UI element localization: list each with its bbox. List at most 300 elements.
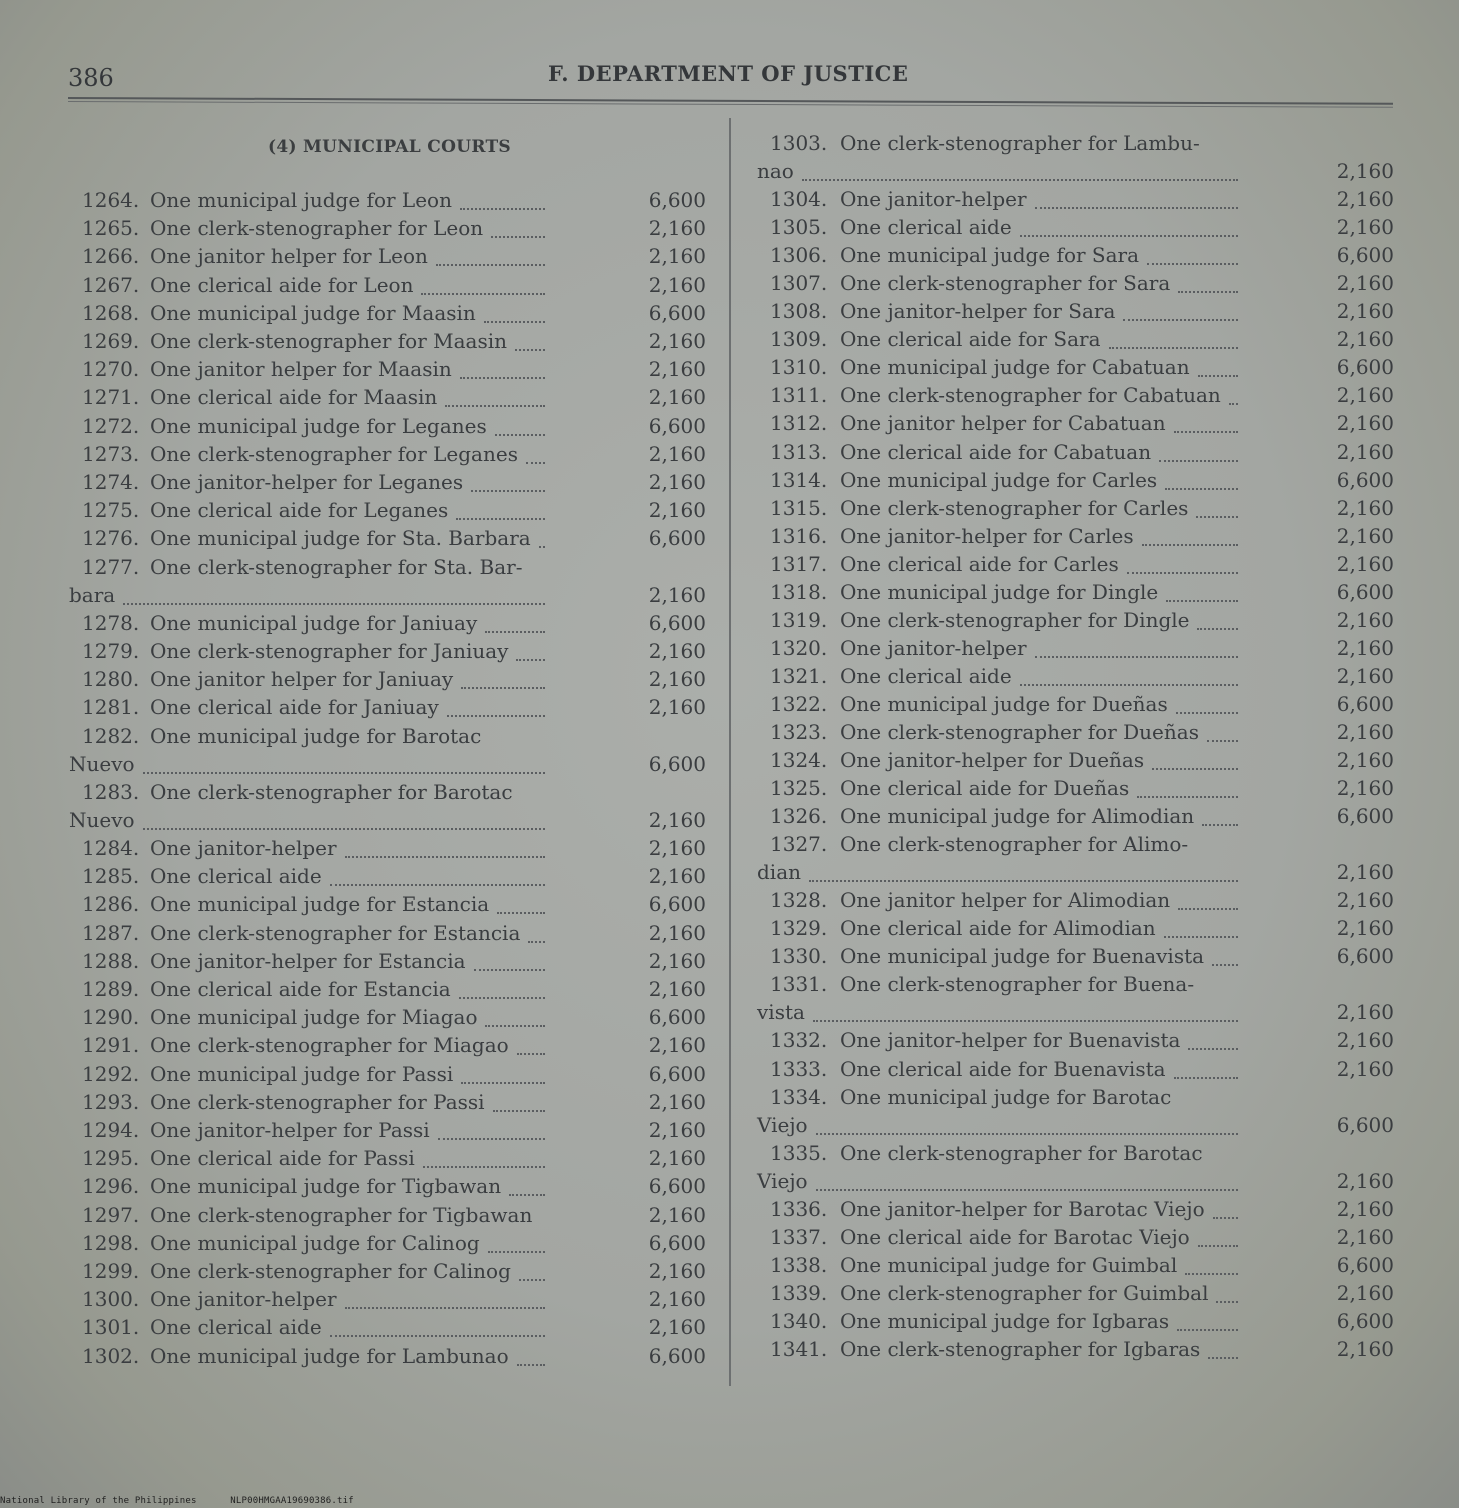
entry-amount: 2,160 (1336, 383, 1394, 408)
entry-description: One janitor-helper (150, 836, 337, 860)
ledger-entry (770, 1197, 1394, 1223)
entry-amount: 2,160 (1336, 159, 1394, 183)
entry-amount: 2,160 (648, 1033, 706, 1058)
entry-description: One clerk-stenographer for Calinog (150, 1259, 511, 1283)
ledger-entry (82, 1315, 706, 1341)
ledger-entry (770, 524, 1394, 550)
dot-leader (1213, 1217, 1238, 1219)
entry-amount: 6,600 (648, 610, 706, 635)
entry-description: One janitor-helper for Leganes (150, 470, 464, 494)
dot-leader (516, 659, 545, 661)
entry-amount: 6,600 (648, 1005, 706, 1030)
entry-number: 1307. (770, 271, 828, 296)
entry-amount: 2,160 (1336, 1280, 1394, 1305)
entry-description: One municipal judge for Leganes (150, 413, 487, 438)
entry-amount: 2,160 (1336, 1224, 1394, 1249)
entry-amount: 6,600 (1336, 1252, 1394, 1277)
entry-description: One clerical aide for Dueñas (840, 776, 1130, 801)
entry-number: 1294. (82, 1118, 140, 1142)
entry-amount: 2,160 (1336, 299, 1394, 324)
ledger-entry (770, 215, 1394, 241)
entry-amount: 2,160 (1336, 523, 1394, 548)
dot-leader (493, 1110, 545, 1112)
entry-amount: 6,600 (648, 1174, 706, 1199)
entry-description: One municipal judge for Barotac (150, 723, 482, 748)
entry-number: 1333. (770, 1056, 828, 1081)
entry-description: One clerical aide for Cabatuan (840, 439, 1152, 464)
dot-leader (1109, 347, 1238, 349)
dot-leader (330, 884, 545, 886)
entry-number: 1319. (770, 607, 828, 632)
entry-amount: 2,160 (1336, 916, 1394, 941)
entry-number: 1313. (770, 439, 828, 464)
entry-amount: 6,600 (648, 1343, 706, 1368)
entry-description: One clerk-stenographer for Alimo- (840, 832, 1189, 857)
entry-number: 1323. (770, 720, 828, 744)
ledger-entry (82, 921, 706, 947)
entry-amount: 2,160 (648, 807, 706, 832)
entry-description: One clerk-stenographer for Estancia (150, 920, 521, 945)
dot-leader (491, 236, 545, 238)
entry-description: One janitor helper for Cabatuan (840, 411, 1166, 436)
ledger-entry (770, 692, 1394, 718)
entry-number: 1287. (82, 920, 140, 945)
ledger-entry (770, 888, 1394, 914)
entry-amount: 2,160 (1336, 271, 1394, 296)
entry-amount: 2,160 (1336, 495, 1394, 520)
ledger-entry (69, 554, 706, 611)
ledger-entry (82, 892, 706, 918)
entry-description: One clerical aide (840, 215, 1012, 240)
entry-description: One municipal judge for Sara (840, 243, 1140, 268)
dot-leader (1123, 319, 1238, 321)
entry-amount: 2,160 (648, 244, 706, 269)
entry-amount: 2,160 (648, 639, 706, 663)
entry-number: 1297. (82, 1202, 140, 1227)
ledger-entry (82, 1146, 706, 1172)
dot-leader (1035, 656, 1238, 658)
ledger-entry (82, 611, 706, 637)
footer-file: NLP00HMGAA19690386.tif (230, 1496, 354, 1506)
entry-amount: 2,160 (648, 1146, 706, 1171)
ledger-entry (770, 1057, 1394, 1083)
entry-amount: 2,160 (648, 1315, 706, 1340)
entry-amount: 2,160 (1336, 411, 1394, 436)
entry-description: One clerical aide for Alimodian (840, 916, 1156, 941)
ledger-entry (770, 440, 1394, 466)
dot-leader (460, 208, 545, 210)
entry-number: 1322. (770, 691, 828, 716)
column-divider (729, 118, 731, 1386)
ledger-entry (82, 329, 706, 355)
dot-leader (495, 434, 545, 436)
dot-leader (1208, 1357, 1238, 1359)
ledger-entry (82, 273, 706, 299)
ledger-entry (69, 779, 706, 836)
entry-number: 1332. (770, 1028, 828, 1053)
dot-leader (1035, 207, 1238, 209)
entry-description: One municipal judge for Tigbawan (150, 1174, 502, 1199)
entry-number: 1299. (82, 1259, 140, 1283)
entry-number: 1269. (82, 329, 140, 353)
entry-number: 1279. (82, 639, 140, 663)
entry-amount: 2,160 (1336, 439, 1394, 464)
entry-description: One clerk-stenographer for Carles (840, 495, 1189, 520)
ledger-entry (82, 414, 706, 440)
entry-number: 1296. (82, 1174, 140, 1199)
dot-leader (459, 997, 545, 999)
entry-amount: 2,160 (1336, 187, 1394, 212)
ledger-entry (770, 580, 1394, 606)
dot-leader (485, 1025, 545, 1027)
entry-amount: 2,160 (1336, 327, 1394, 352)
ledger-entry (82, 442, 706, 468)
entry-description: One clerk-stenographer for Barotac (150, 779, 513, 804)
entry-number: 1329. (770, 916, 828, 941)
entry-description: One janitor-helper (150, 1287, 337, 1312)
entry-number: 1298. (82, 1230, 140, 1255)
entry-amount: 2,160 (1336, 888, 1394, 913)
dot-leader (509, 1194, 545, 1196)
entry-number: 1295. (82, 1146, 140, 1171)
entry-description: One janitor helper for Leon (150, 244, 428, 269)
ledger-entry (770, 552, 1394, 578)
entry-number: 1317. (770, 551, 828, 576)
dot-leader (1229, 403, 1238, 405)
ledger-entry (770, 1309, 1394, 1335)
ledger-entry (770, 608, 1394, 634)
entry-description: One janitor helper for Alimodian (840, 888, 1171, 913)
dot-leader (1178, 291, 1238, 293)
entry-amount: 6,600 (1336, 355, 1394, 380)
entry-description: One clerical aide for Maasin (150, 385, 438, 410)
dot-leader (515, 349, 545, 351)
dot-leader (456, 518, 545, 520)
entry-number: 1268. (82, 300, 140, 325)
dot-leader (1216, 1301, 1238, 1303)
dot-leader (1176, 712, 1238, 714)
entry-description: One clerical aide for Leganes (150, 498, 449, 523)
entry-number: 1327. (770, 832, 828, 857)
entry-description-continued: Viejo (757, 1168, 808, 1193)
dot-leader (1164, 936, 1238, 938)
ledger-entry (82, 836, 706, 862)
entry-amount: 2,160 (1336, 1056, 1394, 1081)
dot-leader (813, 1020, 1238, 1022)
ledger-entry (757, 131, 1394, 187)
ledger-entry (82, 1033, 706, 1059)
ledger-entry (770, 496, 1394, 522)
dot-leader (1185, 1273, 1238, 1275)
page-title: F. DEPARTMENT OF JUSTICE (548, 61, 909, 86)
entry-description: One clerical aide for Sara (840, 327, 1101, 352)
entry-number: 1303. (770, 131, 828, 155)
entry-amount: 6,600 (1336, 804, 1394, 829)
entry-description: One municipal judge for Maasin (150, 300, 476, 325)
entry-number: 1326. (770, 804, 828, 829)
entry-amount: 2,160 (648, 695, 706, 720)
entry-amount: 6,600 (1336, 579, 1394, 604)
entry-description: One clerical aide (150, 864, 322, 889)
entry-amount: 2,160 (648, 977, 706, 1001)
entry-amount: 2,160 (648, 385, 706, 410)
footer (0, 1496, 382, 1506)
dot-leader (445, 405, 545, 407)
dot-leader (517, 1053, 545, 1055)
section-heading: (4) MUNICIPAL COURTS (268, 137, 511, 157)
entry-amount: 2,160 (1336, 1336, 1394, 1361)
entry-description-continued: bara (69, 582, 116, 607)
ledger-entry (770, 299, 1394, 325)
entry-number: 1314. (770, 467, 828, 492)
entry-number: 1304. (770, 187, 828, 212)
ledger-entry (770, 383, 1394, 409)
dot-leader (447, 715, 545, 717)
entry-number: 1271. (82, 385, 140, 410)
entry-number: 1283. (82, 779, 140, 804)
entry-amount: 2,160 (648, 470, 706, 494)
entry-description: One clerk-stenographer for Dingle (840, 607, 1190, 632)
ledger-entry (82, 864, 706, 890)
entry-description: One janitor-helper (840, 635, 1027, 660)
entry-description: One clerical aide for Buenavista (840, 1056, 1166, 1081)
ledger-entry (757, 832, 1394, 888)
dot-leader (517, 1364, 545, 1366)
dot-leader (1174, 1077, 1238, 1079)
ledger-entry (69, 723, 706, 780)
entry-description: One municipal judge for Carles (840, 467, 1158, 492)
entry-amount: 2,160 (1336, 860, 1394, 885)
ledger-entry (82, 977, 706, 1003)
entry-description: One municipal judge for Guimbal (840, 1252, 1178, 1277)
entry-amount: 6,600 (1336, 1308, 1394, 1333)
entry-description: One municipal judge for Alimodian (840, 804, 1195, 829)
dot-leader (345, 1307, 545, 1309)
entry-number: 1282. (82, 723, 140, 748)
entry-description: One clerical aide for Passi (150, 1146, 415, 1171)
entry-number: 1339. (770, 1280, 828, 1305)
ledger-entry (82, 498, 706, 524)
entry-number: 1290. (82, 1005, 140, 1030)
dot-leader (1020, 684, 1238, 686)
entry-number: 1334. (770, 1084, 828, 1109)
entry-description: One clerk-stenographer for Miagao (150, 1033, 509, 1058)
entry-description-continued: nao (757, 159, 794, 183)
ledger-entry (770, 1253, 1394, 1279)
dot-leader (539, 546, 545, 548)
dot-leader (461, 687, 545, 689)
entry-amount: 2,160 (1336, 776, 1394, 801)
dot-leader (1165, 488, 1238, 490)
dot-leader (471, 490, 545, 492)
entry-number: 1288. (82, 948, 140, 973)
entry-number: 1337. (770, 1224, 828, 1249)
entry-description: One municipal judge for Lambunao (150, 1343, 509, 1368)
ledger-entry (770, 748, 1394, 774)
entry-number: 1335. (770, 1140, 828, 1165)
ledger-entry (82, 1203, 706, 1229)
entry-description: One clerk-stenographer for Passi (150, 1089, 485, 1114)
ledger-entry (770, 271, 1394, 297)
ledger-entry (770, 468, 1394, 494)
ledger-entry (82, 1174, 706, 1200)
entry-description: One clerk-stenographer for Barotac (840, 1140, 1203, 1165)
dot-leader (1147, 263, 1238, 265)
dot-leader (1178, 908, 1238, 910)
entry-amount: 2,160 (1336, 635, 1394, 660)
dot-leader (488, 1251, 545, 1253)
entry-description: One janitor-helper for Passi (150, 1118, 430, 1142)
dot-leader (460, 377, 545, 379)
entry-amount: 2,160 (1336, 720, 1394, 744)
entry-description: One municipal judge for Dingle (840, 579, 1159, 604)
ledger-entry (770, 1281, 1394, 1307)
entry-number: 1325. (770, 776, 828, 801)
dot-leader (143, 772, 545, 774)
entry-number: 1267. (82, 272, 140, 297)
entry-number: 1341. (770, 1336, 828, 1361)
ledger-entry (82, 216, 706, 242)
entry-number: 1302. (82, 1343, 140, 1368)
entry-description: One municipal judge for Miagao (150, 1005, 478, 1030)
entry-amount: 2,160 (648, 864, 706, 889)
entry-number: 1274. (82, 470, 140, 494)
entry-number: 1310. (770, 355, 828, 380)
dot-leader (1177, 1329, 1238, 1331)
dot-leader (143, 828, 545, 830)
entry-number: 1291. (82, 1033, 140, 1058)
page-number: 386 (68, 64, 114, 92)
entry-description: One janitor-helper for Carles (840, 523, 1134, 548)
entry-number: 1320. (770, 635, 828, 660)
ledger-entry (770, 636, 1394, 662)
entry-description-continued: Nuevo (69, 751, 135, 776)
entry-number: 1275. (82, 498, 140, 523)
dot-leader (461, 1082, 545, 1084)
entry-amount: 6,600 (1336, 1112, 1394, 1137)
entry-description: One janitor-helper for Sara (840, 299, 1116, 324)
entry-number: 1309. (770, 327, 828, 352)
entry-number: 1277. (82, 554, 140, 579)
entry-description: One municipal judge for Buenavista (840, 944, 1205, 969)
entry-description: One clerk-stenographer for Leon (150, 216, 484, 241)
entry-description: One municipal judge for Barotac (840, 1084, 1172, 1109)
entry-number: 1340. (770, 1308, 828, 1333)
entry-description: One municipal judge for Igbaras (840, 1308, 1170, 1333)
ledger-entry (770, 1337, 1394, 1363)
dot-leader (474, 969, 545, 971)
entry-number: 1316. (770, 523, 828, 548)
entry-amount: 2,160 (1336, 607, 1394, 632)
entry-description: One clerk-stenographer for Sara (840, 271, 1171, 296)
entry-amount: 6,600 (648, 1061, 706, 1086)
dot-leader (802, 179, 1238, 181)
entry-amount: 2,160 (648, 357, 706, 382)
entry-number: 1264. (82, 188, 140, 212)
entry-description-continued: vista (757, 1000, 805, 1025)
entry-description: One clerk-stenographer for Cabatuan (840, 383, 1221, 408)
entry-number: 1300. (82, 1287, 140, 1312)
dot-leader (1127, 572, 1238, 574)
entry-amount: 2,160 (648, 441, 706, 466)
entry-amount: 2,160 (648, 498, 706, 523)
dot-leader (1188, 1048, 1238, 1050)
ledger-entry (770, 1028, 1394, 1054)
dot-leader (809, 880, 1238, 882)
entry-number: 1301. (82, 1315, 140, 1340)
entry-amount: 2,160 (1336, 551, 1394, 576)
dot-leader (1142, 544, 1238, 546)
dot-leader (330, 1335, 545, 1337)
entry-amount: 2,160 (648, 1202, 706, 1227)
entry-number: 1321. (770, 663, 828, 688)
ledger-entry (770, 411, 1394, 437)
entry-description: One janitor-helper for Buenavista (840, 1028, 1181, 1053)
ledger-entry (770, 776, 1394, 802)
entry-description: One janitor-helper for Dueñas (840, 748, 1145, 773)
dot-leader (484, 321, 545, 323)
entry-description: One municipal judge for Sta. Barbara (150, 526, 531, 551)
entry-description: One clerical aide for Janiuay (150, 695, 439, 720)
entry-description: One clerical aide for Leon (150, 272, 414, 297)
dot-leader (1152, 768, 1238, 770)
entry-amount: 6,600 (648, 526, 706, 551)
entry-amount: 2,160 (648, 1287, 706, 1312)
entry-description: One municipal judge for Cabatuan (840, 355, 1190, 380)
ledger-entry (757, 1140, 1394, 1197)
dot-leader (528, 941, 545, 943)
entry-description: One municipal judge for Janiuay (150, 610, 478, 635)
entry-amount: 2,160 (648, 216, 706, 241)
entry-number: 1280. (82, 667, 140, 692)
entry-amount: 6,600 (648, 300, 706, 325)
dot-leader (485, 631, 545, 633)
entry-amount: 6,600 (1336, 243, 1394, 268)
entry-description: One clerk-stenographer for Dueñas (840, 720, 1199, 744)
entry-amount: 6,600 (1336, 467, 1394, 492)
header-rule (68, 97, 1393, 108)
dot-leader (1212, 964, 1238, 966)
ledger-entry (757, 1084, 1394, 1141)
entry-number: 1292. (82, 1061, 140, 1086)
entry-amount: 6,600 (648, 188, 706, 212)
entry-number: 1328. (770, 888, 828, 913)
entry-description: One clerk-stenographer for Igbaras (840, 1336, 1201, 1361)
ledger-entry (770, 187, 1394, 213)
entry-number: 1272. (82, 413, 140, 438)
entry-amount: 2,160 (1336, 1000, 1394, 1025)
dot-leader (816, 1189, 1238, 1191)
entry-description: One clerk-stenographer for Tigbawan (150, 1202, 533, 1227)
dot-leader (345, 856, 545, 858)
dot-leader (1198, 375, 1238, 377)
dot-leader (1196, 516, 1238, 518)
dot-leader (1137, 796, 1238, 798)
entry-description: One clerk-stenographer for Sta. Bar- (150, 554, 523, 579)
entry-description: One clerk-stenographer for Buena- (840, 972, 1195, 997)
ledger-entry (770, 916, 1394, 942)
dot-leader (1197, 628, 1238, 630)
entry-number: 1284. (82, 836, 140, 860)
entry-amount: 6,600 (648, 751, 706, 776)
entry-description: One municipal judge for Dueñas (840, 691, 1168, 716)
ledger-entry (82, 1062, 706, 1088)
entry-number: 1273. (82, 441, 140, 466)
entry-number: 1324. (770, 748, 828, 773)
entry-description: One clerical aide for Carles (840, 551, 1119, 576)
entry-amount: 2,160 (648, 948, 706, 973)
dot-leader (423, 1166, 545, 1168)
